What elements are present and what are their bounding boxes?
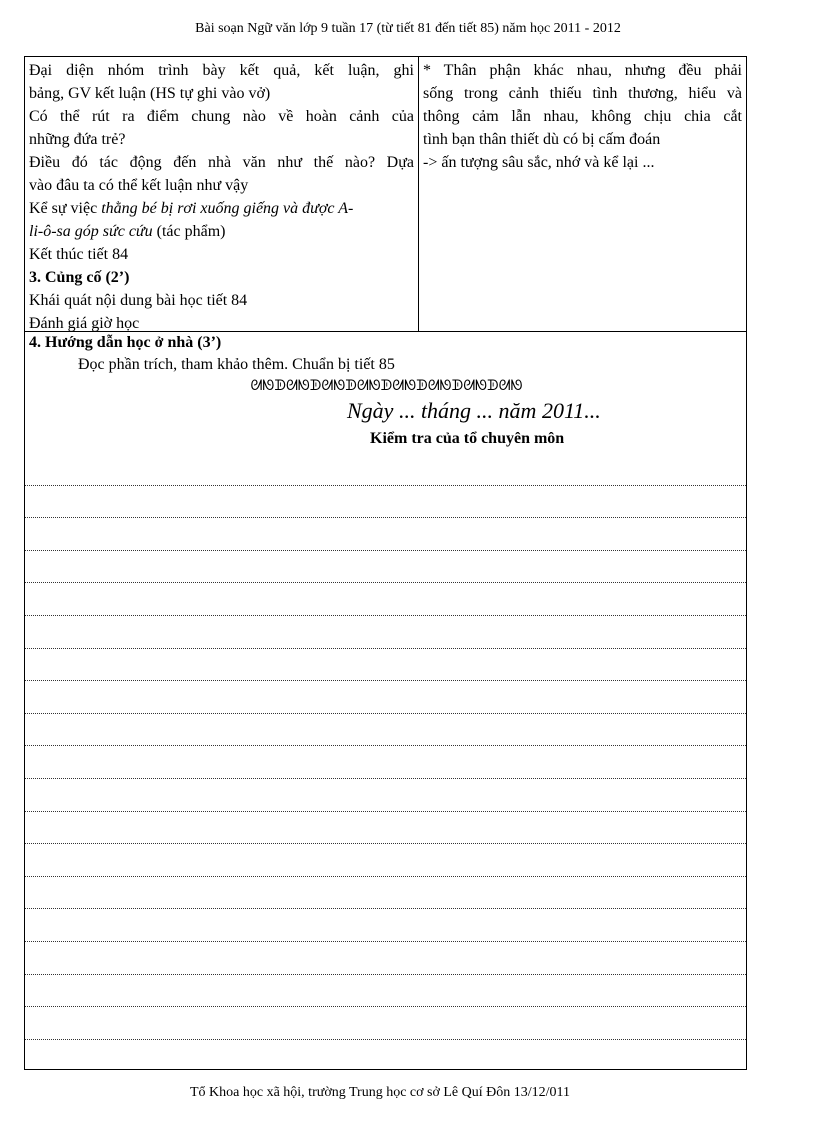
left-line-7-italic: thằng bé bị rơi xuống giếng và được A- — [101, 200, 354, 217]
right-line-5: -> ấn tượng sâu sắc, nhớ và kể lại ... — [423, 154, 655, 171]
ruled-line — [25, 714, 746, 747]
left-line-7 — [29, 197, 414, 220]
right-line-4: tình bạn thân thiết dù có bị cấm đoán — [423, 131, 661, 148]
ruled-line — [25, 518, 746, 551]
left-line-12: Đánh giá giờ học — [29, 315, 140, 332]
ruled-line — [25, 942, 746, 975]
page-header: Bài soạn Ngữ văn lớp 9 tuần 17 (từ tiết 81 đến tiết 85) năm học 2011 - 2012 — [195, 21, 621, 36]
content-column — [419, 57, 746, 331]
left-line-1: Đại diện nhóm trình bày kết quả, kết luận, ghi — [29, 62, 414, 79]
ruled-line — [25, 812, 746, 845]
left-line-8-plain: (tác phẩm) — [152, 223, 226, 240]
ruled-line — [25, 616, 746, 649]
ruled-lines — [25, 453, 746, 1040]
ruled-line — [25, 877, 746, 910]
left-line-2: bảng, GV kết luận (HS tự ghi vào vở) — [29, 85, 271, 102]
ruled-line — [25, 746, 746, 779]
ruled-line — [25, 649, 746, 682]
ruled-line — [25, 975, 746, 1008]
left-line-6: vào đâu ta có thể kết luận như vậy — [29, 177, 249, 194]
ruled-line — [25, 1007, 746, 1040]
ruled-line — [25, 844, 746, 877]
ruled-line — [25, 486, 746, 519]
homework-section — [24, 331, 747, 1070]
date-line: Ngày ... tháng ... năm 2011... — [347, 398, 601, 423]
section-3-heading: 3. Củng cố (2’) — [29, 269, 130, 286]
ruled-line — [25, 909, 746, 942]
decorative-ornament: ᘛᘚᗫᘛᘚᗫᘛᘚᗫᘛᘚᗫᘛᘚᗫᘛᘚᗫᘛᘚᗫᘛᘚ — [250, 379, 523, 394]
right-line-1: * Thân phận khác nhau, nhưng đều phải — [423, 62, 742, 79]
left-line-9: Kết thúc tiết 84 — [29, 246, 129, 263]
ruled-line — [25, 779, 746, 812]
left-line-4: những đứa trẻ? — [29, 131, 126, 148]
left-line-5: Điều đó tác động đến nhà văn như thế nào? Dựa — [29, 154, 414, 171]
homework-text: Đọc phần trích, tham khảo thêm. Chuẩn bị tiết 85 — [78, 356, 395, 373]
left-line-3: Có thể rút ra điểm chung nào về hoàn cảnh của — [29, 108, 414, 125]
review-heading: Kiểm tra của tổ chuyên môn — [370, 430, 565, 447]
ruled-line — [25, 681, 746, 714]
left-line-8-italic: li-ô-sa góp sức cứu — [29, 223, 153, 240]
right-line-2: sống trong cảnh thiếu tình thương, hiểu và — [423, 85, 742, 102]
left-line-11: Khái quát nội dung bài học tiết 84 — [29, 292, 248, 309]
ruled-line — [25, 583, 746, 616]
left-line-8 — [29, 220, 414, 243]
ruled-line — [25, 551, 746, 584]
ruled-line — [25, 453, 746, 486]
lesson-table — [24, 56, 747, 332]
teacher-activity-column — [25, 57, 419, 331]
left-line-7-plain: Kể sự việc — [29, 200, 102, 217]
right-line-3: thông cảm lẫn nhau, không chịu chia cắt — [423, 108, 742, 125]
page-footer: Tổ Khoa học xã hội, trường Trung học cơ sở Lê Quí Đôn 13/12/011 — [189, 1085, 571, 1100]
section-4-heading: 4. Hướng dẫn học ở nhà (3’) — [29, 334, 222, 351]
